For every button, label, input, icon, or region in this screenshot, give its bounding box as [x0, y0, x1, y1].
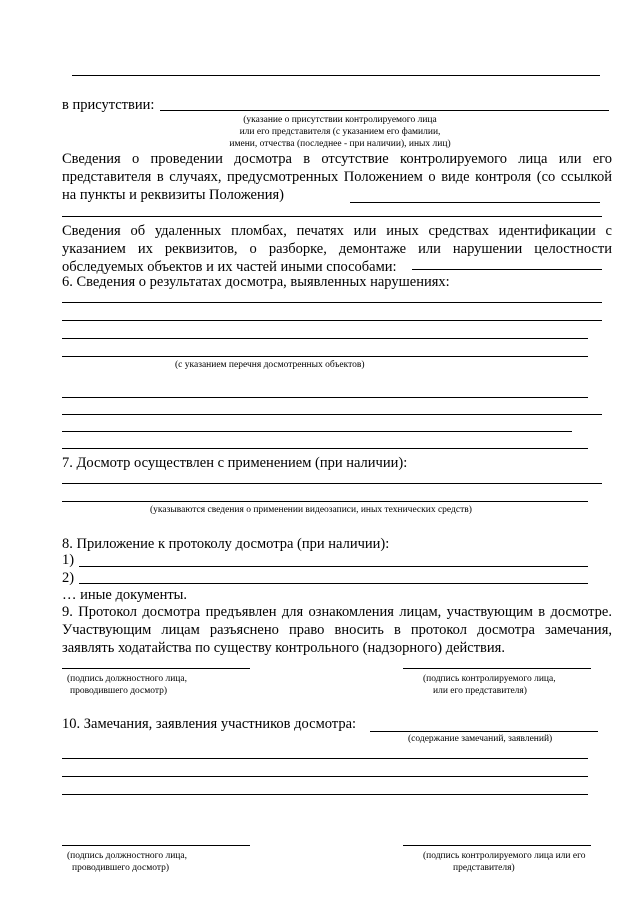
absence-info-fill-inline[interactable] — [350, 202, 600, 203]
signature1-right-line[interactable] — [403, 668, 591, 669]
absence-info-text: Сведения о проведении досмотра в отсутствие контролируемого лица или его представителя в случаях, предусмотренных Положением о виде контроля (со ссылкой на пункты и реквизиты Положения) — [62, 151, 612, 203]
section6-line-6[interactable] — [62, 414, 602, 415]
signature1-left-hint-2: проводившего досмотр) — [70, 686, 168, 696]
section10-hint: (содержание замечаний, заявлений) — [408, 734, 553, 744]
section10-title: 10. Замечания, заявления участников досмотра: — [62, 716, 357, 732]
section7-title: 7. Досмотр осуществлен с применением (при наличии): — [62, 455, 408, 471]
signature2-left-hint-2: проводившего досмотр) — [72, 863, 170, 873]
section6-line-5[interactable] — [62, 397, 588, 398]
section8-item-2-label: 2) — [62, 570, 75, 586]
section8-item-1-line[interactable] — [79, 566, 588, 567]
signature2-right-line[interactable] — [403, 845, 591, 846]
signature2-left-hint-1: (подпись должностного лица, — [67, 851, 187, 861]
signature1-left-line[interactable] — [62, 668, 250, 669]
presence-label: в присутствии: — [62, 97, 155, 113]
section7-line-2[interactable] — [62, 501, 588, 502]
section7-line-1[interactable] — [62, 483, 602, 484]
presence-hint-2: или его представителя (с указанием его фамилии, — [239, 127, 441, 137]
top-fill-line — [72, 75, 600, 76]
signature1-right-hint-1: (подпись контролируемого лица, — [423, 674, 556, 684]
section10-line-2[interactable] — [62, 776, 588, 777]
absence-info-fill-line[interactable] — [62, 216, 602, 217]
signature1-left-hint-1: (подпись должностного лица, — [67, 674, 187, 684]
presence-hint-1: (указание о присутствии контролируемого лица — [243, 115, 437, 125]
section6-title: 6. Сведения о результатах досмотра, выявленных нарушениях: — [62, 274, 450, 290]
section6-line-1[interactable] — [62, 302, 602, 303]
section6-hint: (с указанием перечня досмотренных объектов) — [175, 360, 365, 370]
section10-line-3[interactable] — [62, 794, 588, 795]
section6-line-7[interactable] — [62, 431, 572, 432]
signature1-right-hint-2: или его представителя) — [433, 686, 527, 696]
section6-line-3[interactable] — [62, 338, 588, 339]
section10-fill-inline[interactable] — [370, 731, 598, 732]
signature2-left-line[interactable] — [62, 845, 250, 846]
signature2-right-hint-2: представителя) — [453, 863, 515, 873]
section10-line-1[interactable] — [62, 758, 588, 759]
seals-info-text: Сведения об удаленных пломбах, печатях или иных средствах идентификации с указанием их реквизитов, о разборке, демонтаже или нарушении целостности обследуемых объектов и их частей иными способами: — [62, 223, 612, 275]
section6-line-8[interactable] — [62, 448, 588, 449]
section8-other: … иные документы. — [62, 587, 188, 603]
section7-hint: (указываются сведения о применении видеозаписи, иных технических средств) — [150, 505, 472, 515]
section8-item-1-label: 1) — [62, 552, 75, 568]
signature2-right-hint-1: (подпись контролируемого лица или его — [423, 851, 586, 861]
presence-fill-line[interactable] — [160, 110, 609, 111]
seals-info-fill-inline[interactable] — [412, 269, 602, 270]
presence-hint-3: имени, отчества (последнее - при наличии), иных лиц) — [229, 139, 451, 149]
section6-line-2[interactable] — [62, 320, 602, 321]
section8-title: 8. Приложение к протоколу досмотра (при наличии): — [62, 536, 390, 552]
section8-item-2-line[interactable] — [79, 583, 588, 584]
section6-line-4[interactable] — [62, 356, 588, 357]
section9-text: 9. Протокол досмотра предъявлен для ознакомления лицам, участвующим в досмотре. Участвующим лицам разъяснено право вносить в протокол досмотра замечания, заявлять ходатайства по существу контрольного (надзорного) действия. — [62, 604, 612, 656]
